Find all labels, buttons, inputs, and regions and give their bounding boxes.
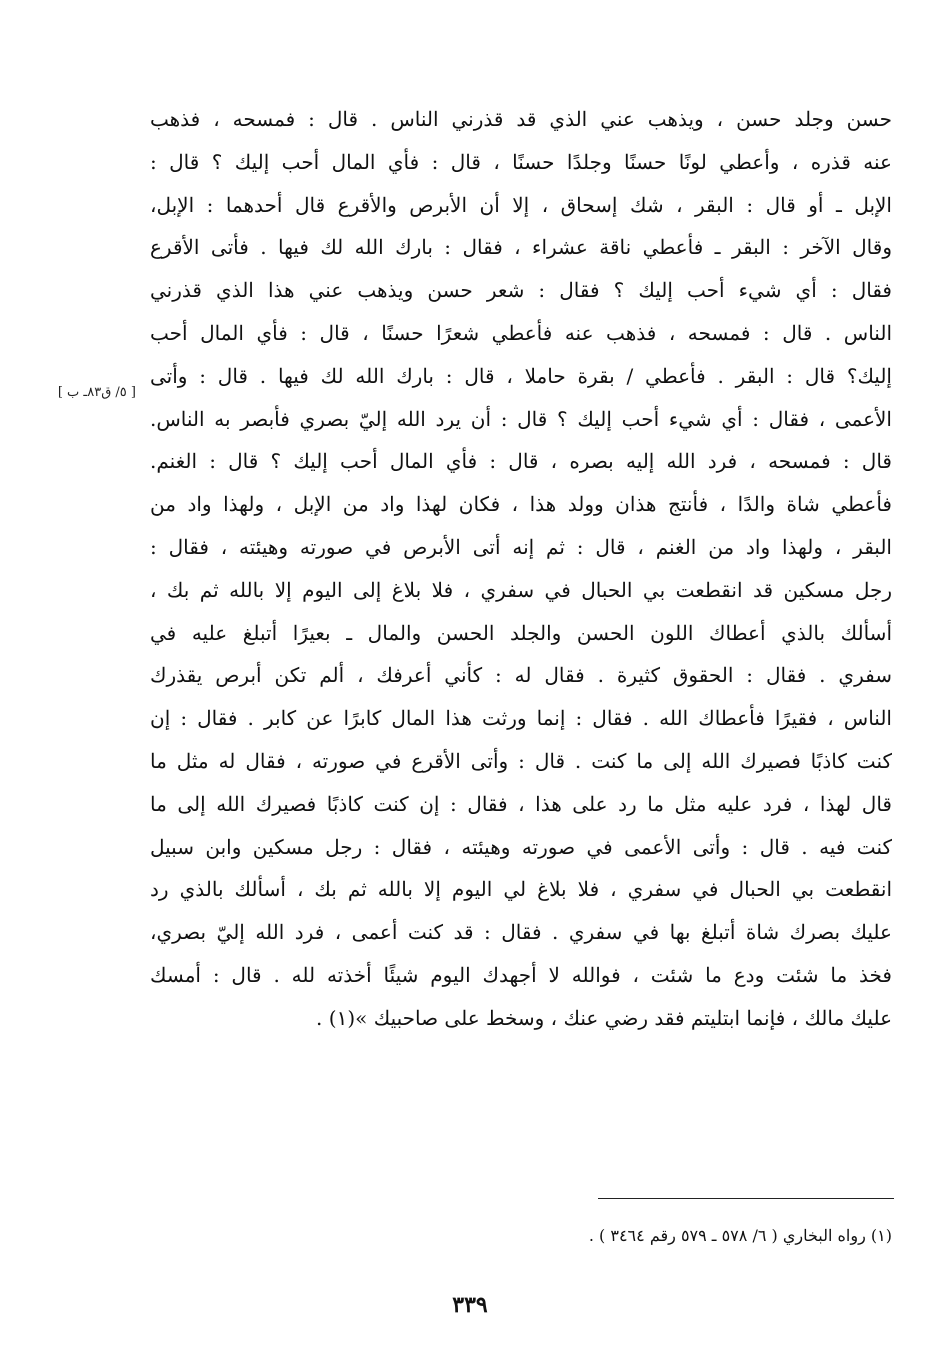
text-line: رجل مسكين قد انقطعت بي الحبال في سفري ، فلا بلاغ إلى اليوم إلا بالله ثم بك ، <box>150 577 892 602</box>
page-number: ٣٣٩ <box>452 1292 488 1318</box>
manuscript-folio-reference: [ ٥/ ق٨٣ـ ب ] <box>57 385 136 400</box>
text-line: كنت فيه . قال : وأتى الأعمى في صورته وهيئته ، فقال : رجل مسكين وابن سبيل <box>150 834 892 859</box>
text-line: كنت كاذبًا فصيرك الله إلى ما كنت . قال : وأتى الأقرع في صورته ، فقال له مثل ما <box>150 748 892 773</box>
text-line: الناس ، فقيرًا فأعطاك الله . فقال : إنما ورثت هذا المال كابرًا عن كابر . فقال : إن <box>150 706 892 731</box>
footnote-separator <box>598 1198 894 1199</box>
text-line: فخذ ما شئت ودع ما شئت ، فوالله لا أجهدك اليوم شيئًا أخذته لله . قال : أمسك <box>150 962 892 987</box>
text-line: انقطعت بي الحبال في سفري ، فلا بلاغ لي اليوم إلا بالله ثم بك ، أسألك بالذي رد <box>150 877 892 902</box>
text-line: سفري . فقال : الحقوق كثيرة . فقال له : كأني أعرفك ، ألم تكن أبرص يقذرك <box>150 663 892 688</box>
text-line: قال : فمسحه ، فرد الله إليه بصره ، قال : فأي المال أحب إليك ؟ قال : الغنم. <box>150 449 892 474</box>
footnote: (١) رواه البخاري ( ٦/ ٥٧٨ ـ ٥٧٩ رقم ٣٤٦٤ ) . <box>588 1226 892 1245</box>
text-line: الأعمى ، فقال : أي شيء أحب إليك ؟ قال : أن يرد الله إليّ بصري فأبصر به الناس. <box>150 406 892 431</box>
text-line: قال لهذا ، فرد عليه مثل ما رد على هذا ، فقال : إن كنت كاذبًا فصيرك الله إلى ما <box>150 791 892 816</box>
text-line: حسن وجلد حسن ، ويذهب عني الذي قد قذرني الناس . قال : فمسحه ، فذهب <box>150 107 892 131</box>
main-text-block <box>150 98 892 1040</box>
text-line: فأعطي شاة والدًا ، فأنتج هذان وولد هذا ، فكان لهذا واد من الإبل ، ولهذا واد من <box>150 492 892 517</box>
text-line: البقر ، ولهذا واد من الغنم ، قال : ثم إنه أتى الأبرص في صورته وهيئته ، فقال : <box>150 534 892 559</box>
text-line: الإبل ـ أو قال : البقر ، شك إسحاق ، إلا أن الأبرص والأقرع قال أحدهما : الإبل، <box>150 192 892 217</box>
text-line: عنه قذره ، وأعطي لونًا حسنًا وجلدًا حسنًا ، قال : فأي المال أحب إليك ؟ قال : <box>150 149 892 174</box>
text-line: فقال : أي شيء أحب إليك ؟ فقال : شعر حسن ويذهب عني هذا الذي قذرني <box>150 278 892 303</box>
text-line: الناس . قال : فمسحه ، فذهب عنه فأعطي شعرًا حسنًا ، قال : فأي المال أحب <box>150 320 892 345</box>
text-line: وقال الآخر : البقر ـ فأعطي ناقة عشراء ، فقال : بارك الله لك فيها . فأتى الأقرع <box>150 235 892 260</box>
text-line: أسألك بالذي أعطاك اللون الحسن والجلد الحسن والمال ـ بعيرًا أتبلغ عليه في <box>150 620 892 645</box>
text-line: عليك بصرك شاة أتبلغ بها في سفري . فقال : قد كنت أعمى ، فرد الله إليّ بصري، <box>150 920 892 945</box>
text-line: إليك؟ قال : البقر . فأعطي / بقرة حاملا ، قال : بارك الله لك فيها . قال : وأتى <box>150 363 892 388</box>
text-line: عليك مالك ، فإنما ابتليتم فقد رضي عنك ، وسخط على صاحبيك »(١) . <box>316 1005 892 1030</box>
